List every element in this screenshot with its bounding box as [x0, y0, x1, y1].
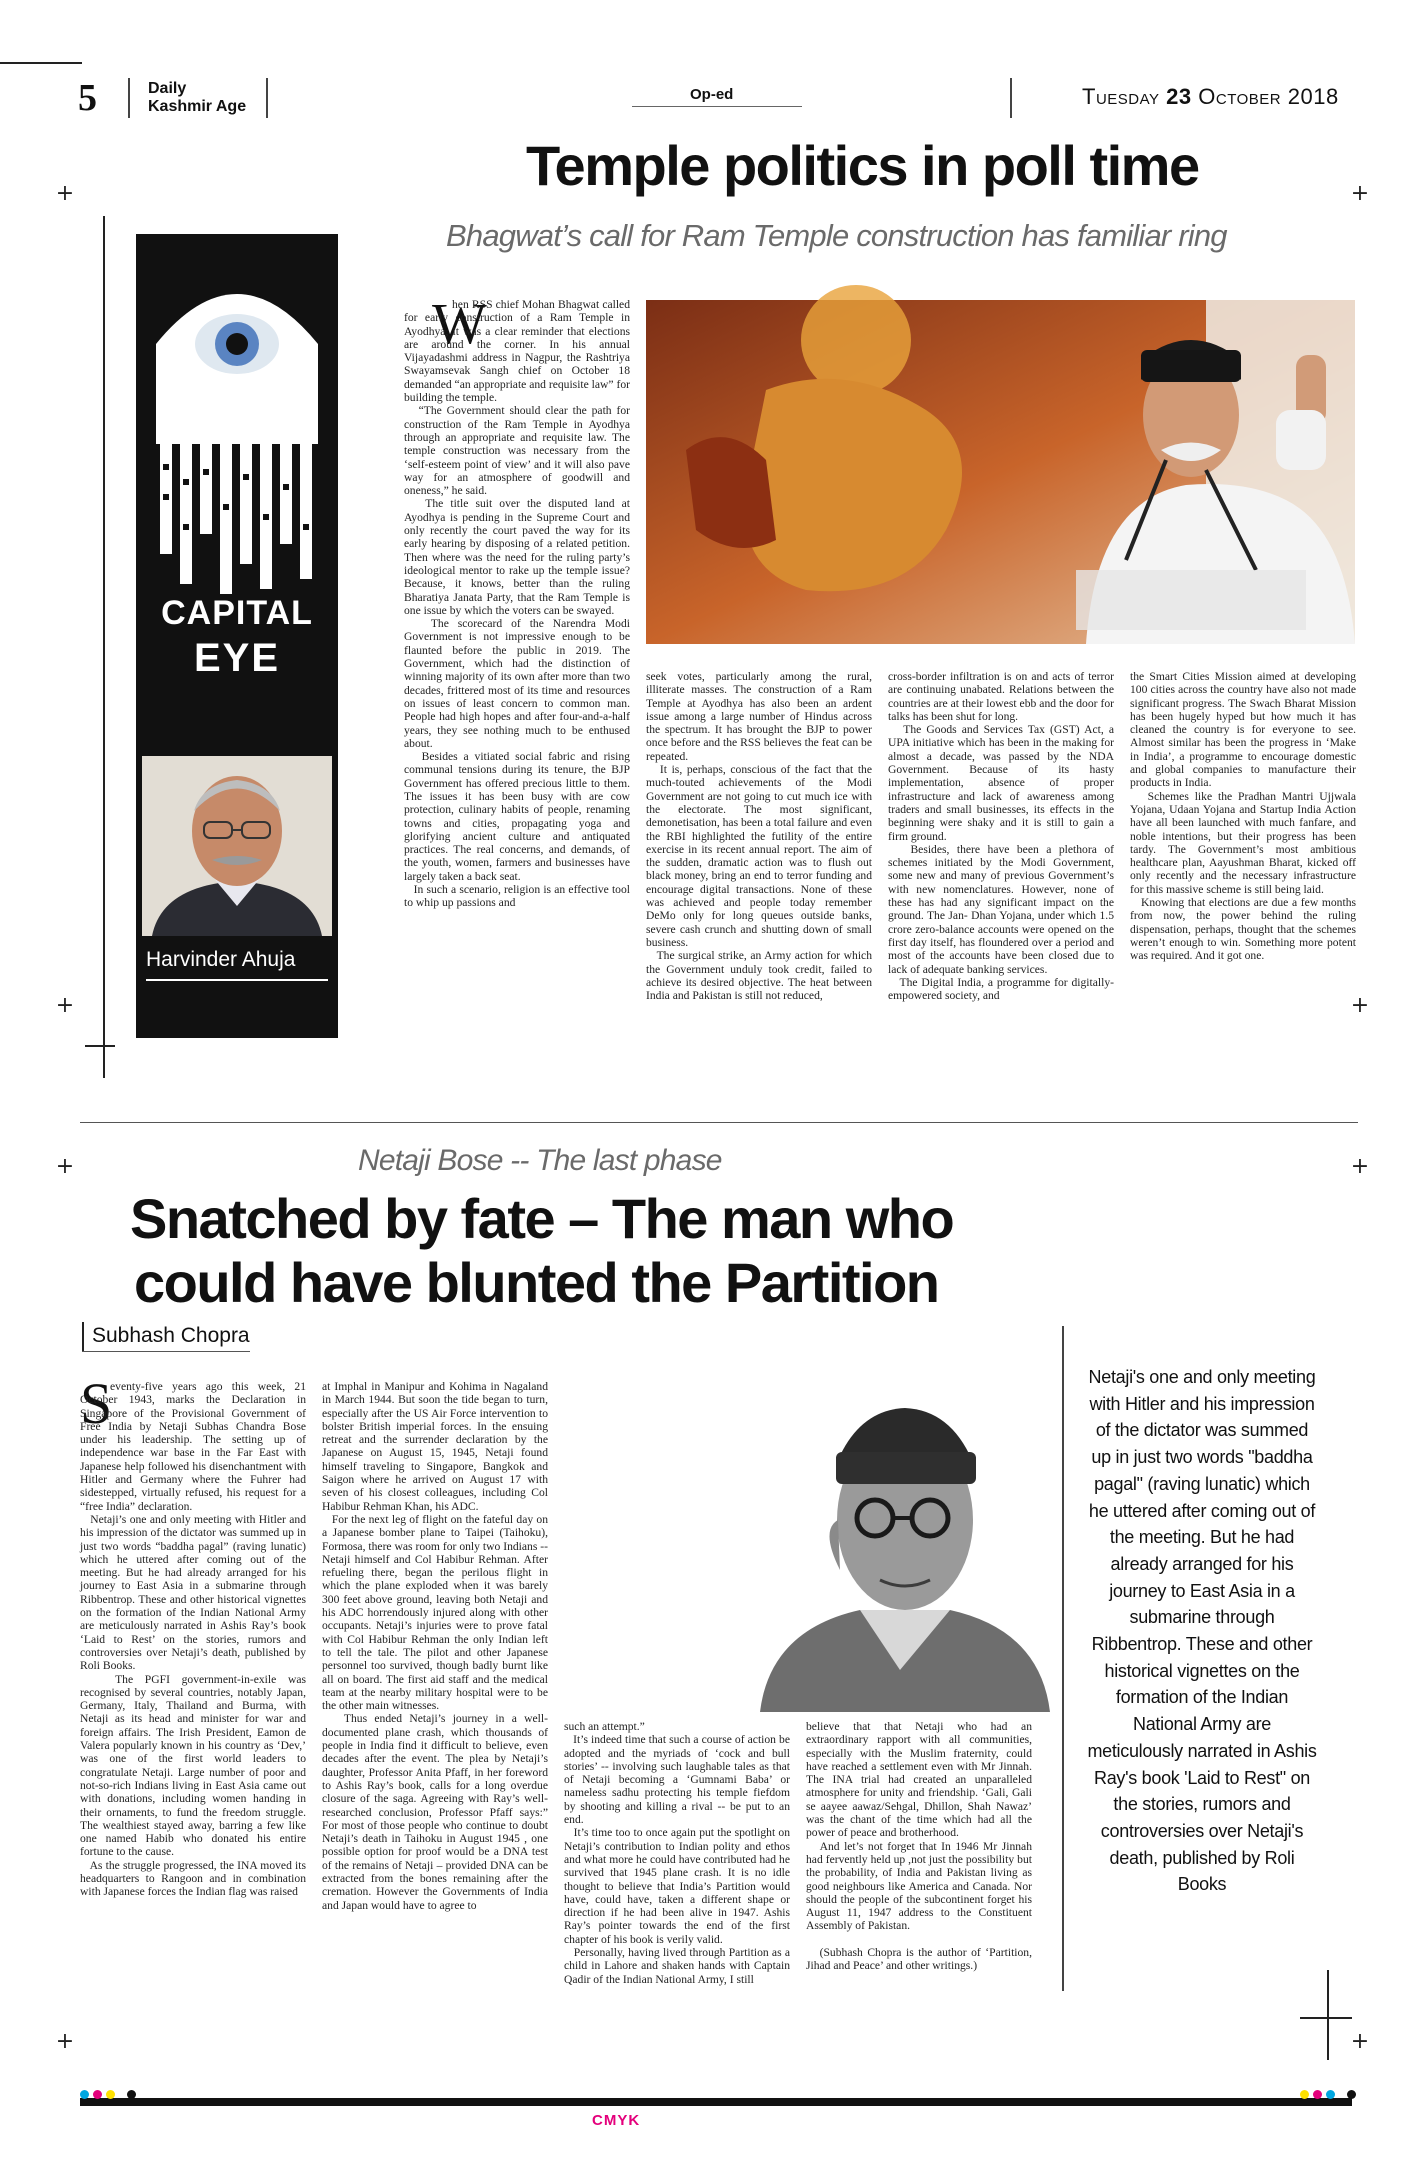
article1-deck: Bhagwat’s call for Ram Temple construction has familiar ring	[446, 218, 1227, 253]
author-portrait-icon	[142, 756, 332, 936]
crop-mark: +	[55, 993, 75, 1018]
article2-photo	[740, 1380, 1060, 1712]
cyan-dot-icon	[1326, 2090, 1335, 2099]
article2-headline-line2: could have blunted the Partition	[134, 1251, 939, 1314]
article2-body-col1: eventy-five years ago this week, 21 October 1943, marks the Declaration in Singapore of the Provisional Government of Free India by Netaji Subhas Chandra Bose under his leadership. The setting up of independence war base in the Far East with Japanese help followed his disenchantment with Hitler and Germany where the Fuhrer had sidestepped, virtually refused, his request for a “free India” declaration. Netaji’s one and only meeting with Hitler and his impression of the dictator was summed up in just two words “baddha pagal” (raving lunatic) which he uttered after coming out of the meeting. But he had already arranged for his journey to East Asia in a submarine through Ribbentrop. These and other historical vignettes on the formation of the Indian National Army are meticulously narrated in Ashis Ray’s book ‘Laid to Rest’ on the stories, rumors and controversies over Netaji’s death, published by Roli Books. The PGFI government-in-exile was recognised by several countries, notably Japan, Germany, Italy, Thailand and Burma, with Netaji as its head and minister for war and foreign affairs. The Irish President, Eamon de Valera popularly known in his country as ‘Dev,’ was one of the first world leaders to congratulate Netaji. Large number of poor and not-so-rich Indians living in East Asia came out with donations, including women handing in their ornaments, to fund the freedom struggle. The wealthiest stayed away, barring a few like one named Habib who donated his entire fortune to the cause. As the struggle progressed, the INA moved its headquarters to Rangoon and in combination with Japanese forces the Indian flag was raised	[80, 1380, 307, 1899]
article1-photo	[646, 300, 1355, 644]
article1-dropcap: W	[432, 291, 487, 356]
crop-mark: +	[1350, 2029, 1370, 2054]
eye-logo-icon	[136, 264, 338, 604]
magenta-dot-icon	[93, 2090, 102, 2099]
cyan-dot-icon	[80, 2090, 89, 2099]
rss-chief-speech-photo-icon	[646, 300, 1355, 644]
author-underline	[146, 979, 328, 981]
issue-date	[1082, 84, 1339, 110]
pull-quote-rule	[1062, 1326, 1064, 1991]
paper-name-line1: Daily	[148, 80, 187, 97]
article1-body-col1-intro: hen RSS chief Mohan Bhagwat called for early construction of a Ram Temple in Ayodhya, it was a clear reminder that elections are around the corner. In his annual Vijayadashmi address in Nagpur, the Rashtriya Swayamsevak Sangh chief on October 18 demanded “an appropriate and requisite law” for building the temple. “The Government should clear the path for construction of the Ram Temple in Ayodhya through an appropriate and requisite law. The temple construction was necessary from the ‘self-esteem point of view’ and it will also pave way for an atmosphere of goodwill and oneness,” he said. The title suit over the disputed land at Ayodhya is pending in the Supreme Court and only recently the court paved the way for its early hearing by disposing of a related petition. Then where was the need for the ruling party’s ideological mentor to rake up the temple issue? Because, it knows, better than the ruling Bharatiya Janata Party, that the Ram Temple is one issue by which the voters can be swayed. The scorecard of the Narendra Modi Government is not impressive enough to be flaunted before the public in 2019. The Government, which had the distinction of winning majority of its own after more than two decades, frittered most of its time and resources on issues of least concern to common man. People had high hopes and after four-and-a-half years, they see nothing much to be enthused about. Besides a vitiated social fabric and rising communal tensions during its tenure, the BJP Government has offered precious little to them. The issues it has been busy with are cow protection, culinary habits of people, renaming towns and cities, propagating yoga and glorifying ancient culture and antiquated practices. The real concerns, and demands, of the youth, women, farmers and businesses have largely taken a back seat. In such a scenario, religion is an effective tool to whip up passions and	[404, 298, 631, 910]
article2-dropcap: S	[80, 1371, 113, 1436]
crop-mark: +	[1350, 993, 1370, 1018]
registration-dots-left	[80, 2090, 136, 2100]
crop-mark: +	[55, 1154, 75, 1179]
crop-mark: +	[55, 181, 75, 206]
pull-quote: Netaji's one and only meeting with Hitler and his impression of the dictator was summed up in just two words "baddha pagal" (raving lunatic) which he uttered after coming out of the meeting. But he had already arranged for his journey to East Asia in a submarine through Ribbentrop. These and other historical vignettes on the formation of the Indian National Army are meticulously narrated in Ashis Ray's book 'Laid to Rest" on the stories, rumors and controversies over Netaji's death, published by Roli Books	[1087, 1367, 1317, 1895]
byline-underline	[82, 1351, 250, 1352]
article2-body-col4: believe that that Netaji who had an extraordinary rapport with all communities, especially with the Muslim fraternity, could have reached a settlement even with Mr Jinnah. The INA trial had created an unparalleled atmosphere for unity and friendship. ‘Gali, Gali se aayee aawaz/Sehgal, Dhillon, Shah Nawaz’ was the chant of the time which had all the power of peace and brotherhood. And let’s not forget that In 1946 Mr Jinnah had fervently held up ,not just the possibility but the probability, of India and Pakistan living as good neighbours like America and Canada. Nor should the people of the subcontinent forget his August 11, 1947 address to the Constituent Assembly of Pakistan. (Subhash Chopra is the author of ‘Partition, Jihad and Peace’ and other writings.)	[806, 1720, 1032, 1973]
column-author-name: Harvinder Ahuja	[146, 948, 296, 971]
magenta-dot-icon	[1313, 2090, 1322, 2099]
section-divider	[80, 1122, 1358, 1123]
black-dot-icon	[1347, 2090, 1356, 2099]
crop-mark: +	[1350, 181, 1370, 206]
yellow-dot-icon	[106, 2090, 115, 2099]
pull-quote-corner	[1327, 1970, 1329, 2060]
crop-mark: +	[1350, 1154, 1370, 1179]
article1-body-col3: cross-border infiltration is on and acts of terror are continuing unabated. Relations between the countries are at their lowest ebb and the door for talks has been shut for long. The Goods and Services Tax (GST) Act, a UPA initiative which has been in the making for almost a decade, was passed by the NDA Government. Because of its hasty implementation, absence of proper infrastructure and lack of awareness among traders and small businesses, its effects in the beginning were shaky and it is still to gain a firm ground. Besides, there have been a plethora of schemes initiated by the Modi Government, some new and many of previous Government’s with new nomenclatures. However, none of these has had any significant impact on the ground. The Jan- Dhan Yojana, under which 1.5 crore zero-balance accounts were opened on the first day itself, has floundered over a period and most of the accounts have been closed due to lack of adequate banking services. The Digital India, a programme for digitally-empowered society, and	[888, 670, 1114, 1003]
paper-name-line2: Kashmir Age	[148, 98, 247, 115]
page-number: 5	[78, 77, 97, 119]
column-brand-line1: CAPITAL	[161, 594, 313, 632]
cmyk-mark: CMYK	[592, 2112, 641, 2129]
corner-rule-top-left	[0, 62, 82, 64]
byline-rule	[82, 1322, 84, 1352]
registration-dots-right	[1300, 2090, 1356, 2100]
netaji-portrait-icon	[740, 1380, 1060, 1712]
footer-bar	[80, 2098, 1352, 2106]
article2-body-col2: at Imphal in Manipur and Kohima in Nagaland in March 1944. But soon the tide began to turn, especially after the US Air Force intervention to bolster British imperial forces. In the ensuing retreat and the surrender declaration by the Japanese on August 15, 1945, Netaji found himself traveling to Singapore, Bangkok and Saigon where he arrived on August 17 with seven of his closest colleagues, including Col Habibur Rehman Khan, his ADC. For the next leg of flight on the fateful day on a Japanese bomber plane to Taipei (Taihoku), Formosa, there was room for only two Indians -- Netaji himself and Col Habibur Rehman. After refueling there, began the perilous flight in which the plane exploded when it was barely 300 feet above ground, leaving both Netaji and his ADC horrendously injured along with other occupants. Netaji’s injuries were to prove fatal with Col Habibur Rehman the only Indian left to tell the tale. The pilot and other Japanese personnel too survived, though badly burnt like all on board. The first aid staff and the medical team at the nearby military hospital were to be the other main witnesses. Thus ended Netaji’s journey in a well-documented plane crash, which thousands of people in India find it difficult to believe, even decades after the event. The plea by Netaji’s daughter, Professor Anita Pfaff, in her foreword to Ashis Ray’s book, calls for a long overdue closure of the saga. Agreeing with Ray’s well- researched conclusion, Professor Pfaff says:” For most of those people who continue to doubt Netaji’s death in Taihoku in August 1945 , one possible option for proof would be a DNA test of the remains of Netaji – provided DNA can be extracted from the bones remaining after the cremation. However the Governments of India and Japan would have to agree to	[322, 1380, 548, 1912]
date-month: October	[1198, 84, 1282, 109]
article2-kicker: Netaji Bose -- The last phase	[358, 1144, 722, 1177]
article1-body-col4: the Smart Cities Mission aimed at developing 100 cities across the country have also not made significant progress. The Swach Bharat Mission has been hugely hyped but how much it has cleaned the country is for everyone to see. Almost similar has been the progress in ‘Make in India’, a programme to encourage domestic and global companies to manufacture their products in India. Schemes like the Pradhan Mantri Ujjwala Yojana, Udaan Yojana and Startup India Action have all been launched with much fanfare, and noble intentions, but their progress has been tardy. The Government’s most ambitious healthcare plan, Aayushman Bharat, kicked off only recently and the necessary infrastructure for this massive scheme is still being laid. Knowing that elections are due a few months from now, the power behind the ruling dispensation, perhaps, thought that the schemes weren’t enough to win. Something more potent was required. And it got one.	[1130, 670, 1357, 963]
section-underline	[632, 106, 802, 107]
article2-headline-line1: Snatched by fate – The man who	[130, 1187, 954, 1250]
masthead-divider	[128, 78, 130, 118]
date-day: 23	[1166, 84, 1192, 109]
masthead-divider	[266, 78, 268, 118]
yellow-dot-icon	[1300, 2090, 1309, 2099]
date-year: 2018	[1287, 84, 1339, 109]
article2-byline: Subhash Chopra	[92, 1324, 250, 1347]
column-brand-line2: EYE	[193, 636, 281, 680]
article1-headline: Temple politics in poll time	[526, 134, 1199, 197]
date-weekday: Tuesday	[1082, 84, 1160, 109]
column-rule	[85, 1045, 115, 1047]
article1-body-col2: seek votes, particularly among the rural, illiterate masses. The construction of a Ram Temple at Ayodhya has also been an ardent issue among a large number of Hindus across the spectrum. It has brought the BJP to power once before and the RSS believes the feat can be repeated. It is, perhaps, conscious of the fact that the much-touted achievements of the Modi Government are not going to cut much ice with the electorate. The most significant, demonetisation, has been a total failure and even the RBI highlighted the futility of the entire exercise in its recent annual report. The aim of the sudden, dramatic action was to flush out black money, bring an end to terror funding and encourage digital transactions. None of these was achieved and people today remember DeMo only for long queues outside banks, severe cash crunch and shutting down of small business. The surgical strike, an Army action for which the Government unduly took credit, failed to achieve its desired objective. The heat between India and Pakistan is still not reduced,	[646, 670, 872, 1003]
article2-body-col3: such an attempt.” It’s indeed time that such a course of action be adopted and the myriads of ‘cock and bull stories’ -- involving such laughable tales as that of Netaji becoming a ‘Gumnami Baba’ or nameless sadhu protecting his temple fiefdom by shooting and killing a rival -- be put to an end. It’s time too to once again put the spotlight on Netaji’s contribution to Indian polity and ethos and what more he could have contributed had he survived that 1945 plane crash. It is no idle thought to believe that India’s Partition would have, could have, taken a different shape or direction if he had been alive in 1947. Ashis Ray’s pointer towards the end of the first chapter of his book is verily valid. Personally, having lived through Partition as a child in Lahore and shaken hands with Captain Qadir of the Indian National Army, I still	[564, 1720, 790, 1986]
section-label: Op-ed	[690, 86, 734, 103]
author-photo	[142, 756, 332, 936]
pull-quote-corner	[1300, 2017, 1352, 2019]
column-brand-box	[136, 234, 338, 1038]
column-rule	[103, 216, 105, 1078]
masthead-divider	[1010, 78, 1012, 118]
crop-mark: +	[55, 2029, 75, 2054]
black-dot-icon	[127, 2090, 136, 2099]
